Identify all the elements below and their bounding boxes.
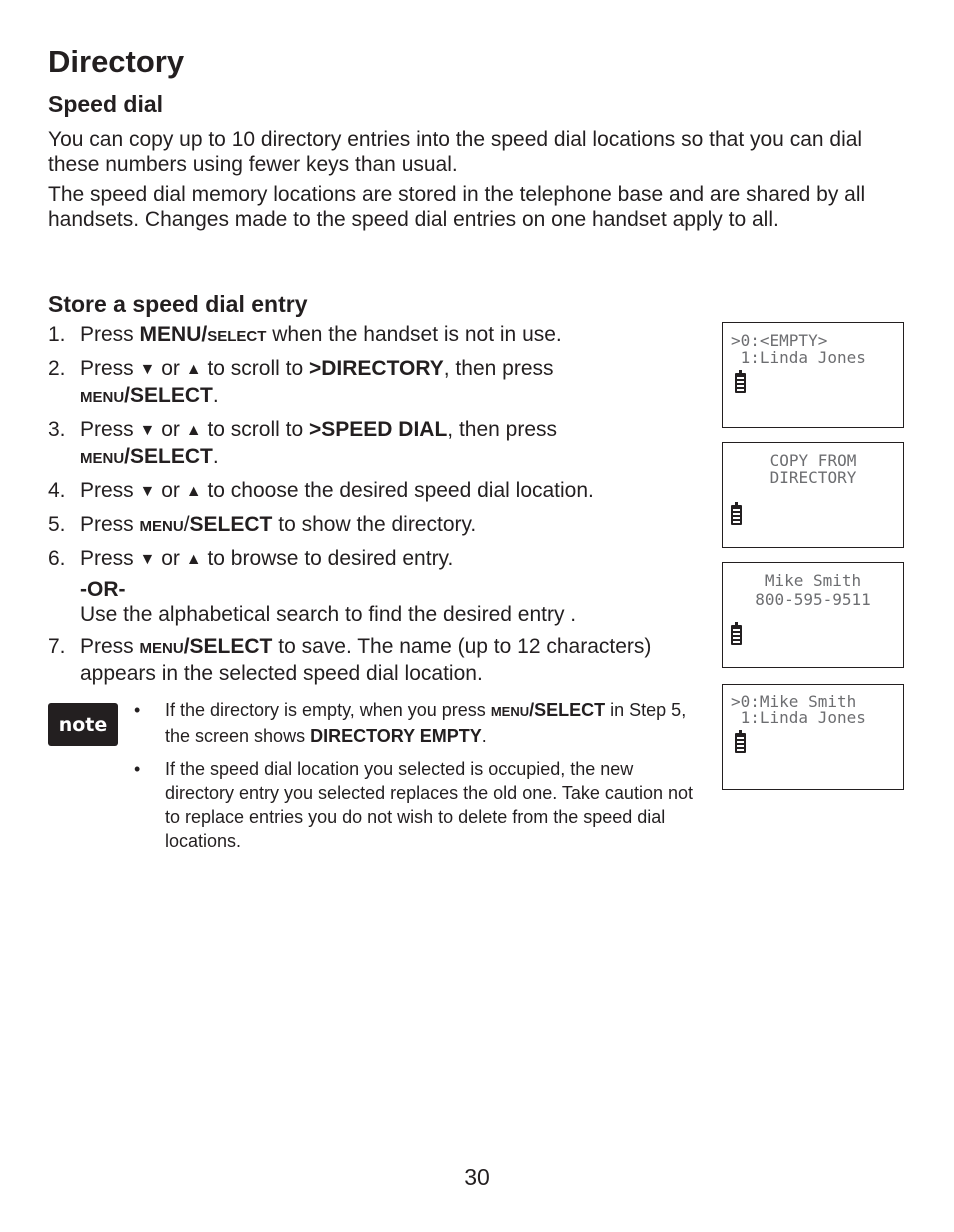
speed-dial-heading: Speed dial	[48, 91, 164, 117]
lcd-line-2: 800-595-9511	[755, 590, 871, 609]
up-triangle-icon: ▲	[185, 551, 202, 568]
note-badge: note	[48, 703, 118, 746]
step-6: 6. Press ▼ or ▲ to browse to desired entry. -OR- Use the alphabetical search to find the desired entry .	[48, 546, 688, 627]
step-2: 2. Press ▼ or ▲ to scroll to >DIRECTORY, then press MENU/SELECT.	[48, 357, 554, 407]
or-divider: -OR-	[80, 578, 126, 601]
step-3: 3. Press ▼ or ▲ to scroll to >SPEED DIAL, then press MENU/SELECT.	[48, 418, 558, 468]
step-7: 7. Press MENU/SELECT to save. The name (up to 12 characters) appears in the selected speed dial location.	[48, 635, 652, 685]
lcd-line-1: COPY FROM	[769, 451, 857, 470]
lcd-line-2: DIRECTORY	[769, 468, 857, 487]
up-triangle-icon: ▲	[185, 422, 202, 439]
step-4: 4. Press ▼ or ▲ to choose the desired speed dial location.	[48, 479, 594, 502]
note-list	[134, 698, 694, 862]
battery-icon	[731, 625, 742, 645]
lcd-line-1: >0:<EMPTY>	[731, 331, 828, 350]
step-list	[48, 322, 688, 693]
page-title: Directory	[48, 44, 185, 79]
speed-dial-memory-info: The speed dial memory locations are stored in the telephone base and are shared by all handsets. Changes made to the speed dial entries on one handset apply to all.	[48, 183, 866, 231]
up-triangle-icon: ▲	[185, 361, 202, 378]
handset-screen-1	[722, 322, 904, 428]
lcd-line-2: 1:Linda Jones	[731, 708, 866, 727]
down-triangle-icon: ▼	[139, 422, 156, 439]
note-item: • If the speed dial location you selected is occupied, the new directory entry you selected replaces the old one. Take caution not to replace entries you do not wish to delete from the speed dial locations.	[134, 759, 693, 851]
battery-icon	[735, 373, 746, 393]
lcd-line-2: 1:Linda Jones	[731, 348, 866, 367]
store-entry-heading: Store a speed dial entry	[48, 291, 308, 317]
battery-icon	[735, 733, 746, 753]
step-5: 5. Press MENU/SELECT to show the directory.	[48, 513, 477, 536]
handset-screen-2	[722, 442, 904, 548]
down-triangle-icon: ▼	[139, 483, 156, 500]
step-1: 1. Press MENU/SELECT when the handset is not in use.	[48, 323, 562, 346]
handset-screen-4	[722, 684, 904, 790]
handset-screen-3	[722, 562, 904, 668]
note-item: • If the directory is empty, when you press MENU/SELECT in Step 5, the screen shows DIRECTORY EMPTY.	[134, 700, 687, 746]
battery-icon	[731, 505, 742, 525]
speed-dial-intro: You can copy up to 10 directory entries into the speed dial locations so that you can dial these numbers using fewer keys than usual.	[48, 128, 863, 176]
lcd-line-1: Mike Smith	[764, 571, 862, 590]
down-triangle-icon: ▼	[139, 551, 156, 568]
page-number: 30	[464, 1164, 490, 1190]
up-triangle-icon: ▲	[185, 483, 202, 500]
lcd-line-1: >0:Mike Smith	[731, 692, 857, 711]
down-triangle-icon: ▼	[139, 361, 156, 378]
